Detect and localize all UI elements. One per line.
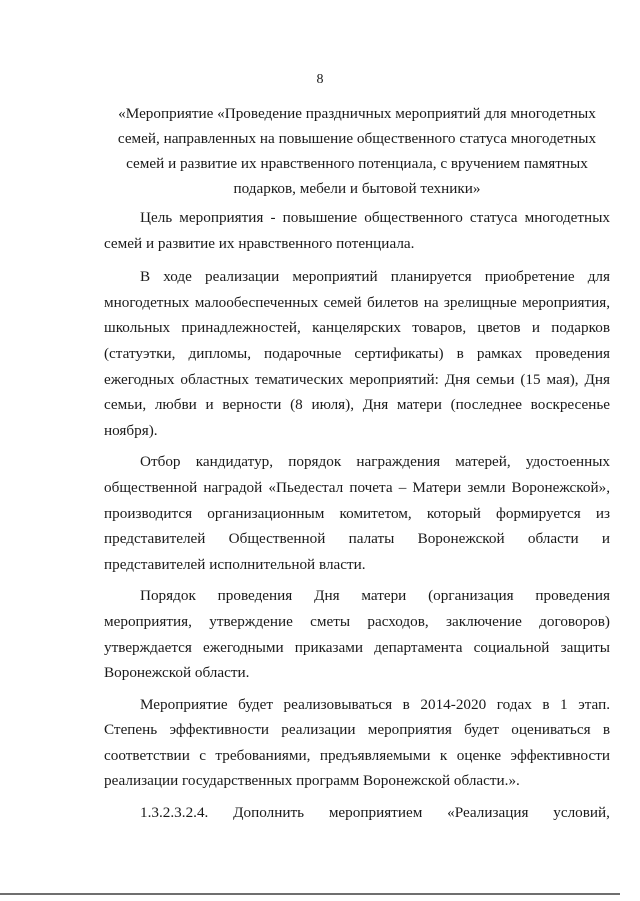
paragraph-goal: Цель мероприятия - повышение общественного статуса многодетных семей и развитие их нравственного потенциала.	[104, 209, 610, 252]
section-heading: «Мероприятие «Проведение праздничных мероприятий для многодетных семей, направленных на повышение общественного статуса многодетных семей и развитие их нравственного потенциала, с вручением памятных подарков, мебели и бытовой техники»	[117, 105, 597, 197]
paragraph-procedure: Порядок проведения Дня матери (организация проведения мероприятия, утверждение сметы расходов, заключение договоров) утверждается ежегодными приказами департамента социальной защиты Воронежской области.	[104, 587, 610, 682]
paragraph-selection: Отбор кандидатур, порядок награждения матерей, удостоенных общественной наградой «Пьедестал почета – Матери земли Воронежской», производится организационным комитетом, который формируется из представителей Общественной палаты Воронежской области и представителей исполнительной власти.	[104, 453, 610, 573]
amendment-word: условий,	[553, 804, 610, 822]
amendment-word: Дополнить	[233, 804, 305, 822]
page-number: 8	[316, 72, 324, 87]
amendment-word: «Реализация	[447, 804, 529, 822]
amendment-word: мероприятием	[328, 804, 423, 822]
amendment-line	[104, 800, 610, 826]
paragraph-implementation: Мероприятие будет реализовываться в 2014-2020 годах в 1 этап. Степень эффективности реализации мероприятия будет оцениваться в соответствии с требованиями, предъявляемыми к оценке эффективности реализации государственных программ Воронежской области.».	[104, 695, 610, 790]
scan-edge-line	[0, 893, 620, 895]
document-body	[104, 101, 610, 826]
amendment-number: 1.3.2.3.2.4.	[140, 804, 209, 822]
paragraph-purchases: В ходе реализации мероприятий планируется приобретение для многодетных малообеспеченных семей билетов на зрелищные мероприятия, школьных принадлежностей, канцелярских товаров, цветов и подарков (статуэтки, дипломы, подарочные сертификаты) в рамках проведения ежегодных областных тематических мероприятий: Дня семьи (15 мая), Дня семьи, любви и верности (8 июля), Дня матери (последнее воскресенье ноября).	[104, 268, 610, 439]
